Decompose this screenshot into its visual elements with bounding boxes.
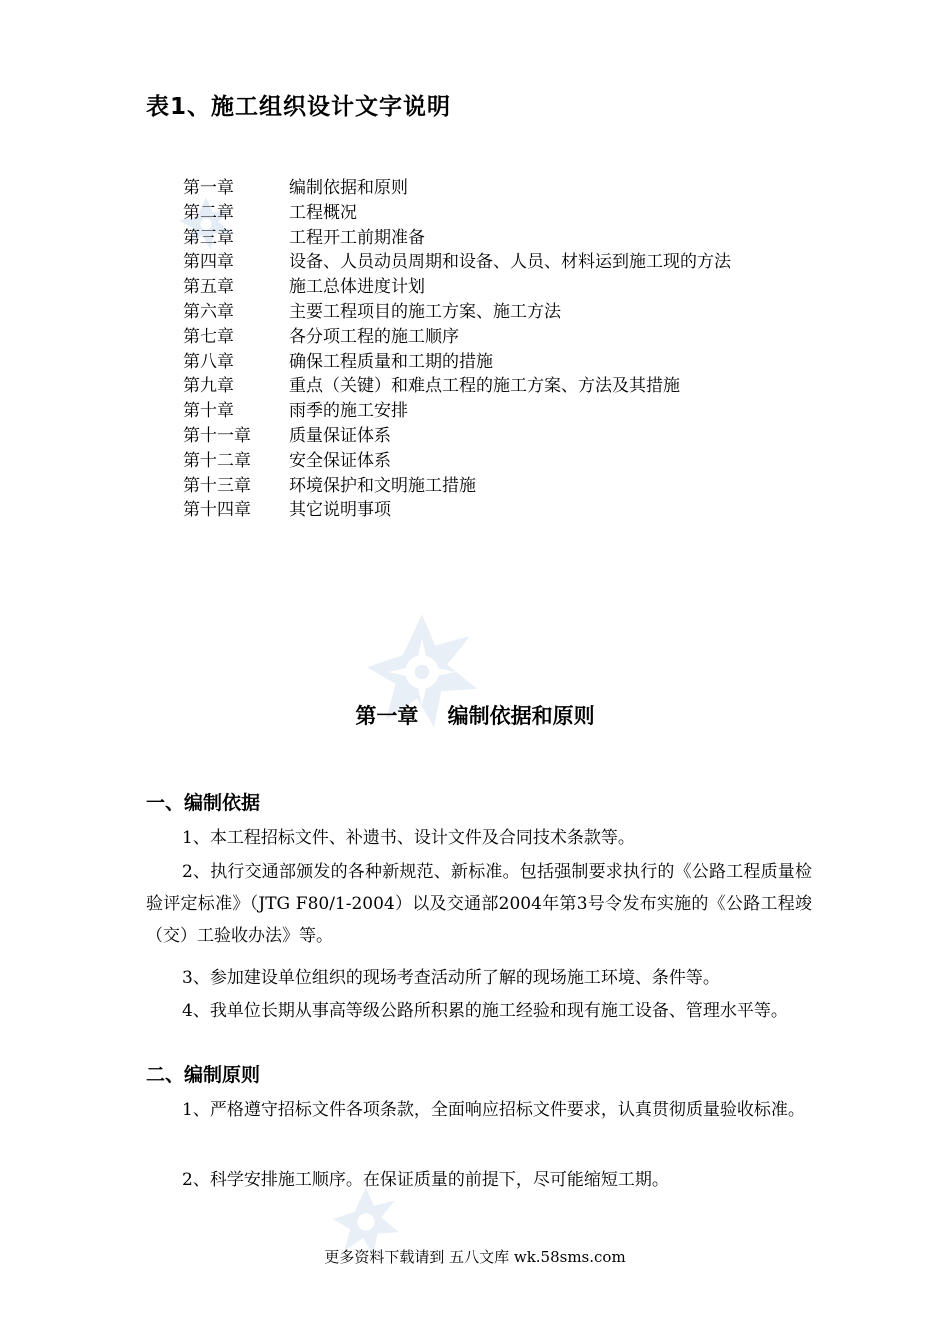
paragraph: 4、我单位长期从事高等级公路所积累的施工经验和现有施工设备、管理水平等。 (182, 1001, 788, 1021)
toc-chapter-number: 第十三章 (183, 475, 251, 496)
paragraph: 2、执行交通部颁发的各种新规范、新标准。包括强制要求执行的《公路工程质量检验评定标准》（JTG F80/1-2004）以及交通部2004年第3号令发布实施的《公路工程竣（交）工验收办法》等。 (146, 862, 812, 946)
toc-chapter-title: 工程开工前期准备 (289, 227, 425, 248)
toc-chapter-number: 第十二章 (183, 450, 251, 471)
toc-chapter-title: 雨季的施工安排 (289, 401, 408, 422)
toc-chapter-number: 第一章 (183, 178, 234, 198)
toc-chapter-number: 第十章 (183, 401, 234, 422)
toc-chapter-title: 工程概况 (289, 202, 357, 223)
toc-chapter-number: 第十一章 (183, 425, 251, 446)
toc-chapter-title: 主要工程项目的施工方案、施工方法 (289, 301, 561, 322)
toc-entry (183, 374, 823, 399)
toc-entry (183, 226, 823, 251)
toc-entry (183, 275, 823, 300)
footer-download-link[interactable]: 更多资料下载请到 五八文库 wk.58sms.com (324, 1248, 626, 1266)
chapter-heading: 第一章 编制依据和原则 (355, 704, 595, 728)
toc-chapter-number: 第四章 (183, 252, 234, 273)
document-title: 表1、施工组织设计文字说明 (146, 94, 452, 120)
toc-entry (183, 201, 823, 226)
toc-chapter-number: 第六章 (183, 301, 234, 322)
toc-chapter-number: 第十四章 (183, 500, 251, 521)
toc-chapter-title: 施工总体进度计划 (289, 277, 425, 298)
toc-chapter-title: 重点（关键）和难点工程的施工方案、方法及其措施 (289, 376, 680, 397)
toc-entry (183, 325, 823, 350)
toc-chapter-title: 设备、人员动员周期和设备、人员、材料运到施工现的方法 (289, 252, 731, 273)
toc-chapter-number: 第七章 (183, 326, 234, 347)
toc-chapter-title: 各分项工程的施工顺序 (289, 326, 459, 347)
section-heading-basis: 一、编制依据 (146, 792, 261, 814)
toc-chapter-number: 第五章 (183, 277, 234, 298)
toc-chapter-title: 其它说明事项 (289, 500, 391, 521)
toc-entry (183, 300, 823, 325)
paragraph: 2、科学安排施工顺序。在保证质量的前提下，尽可能缩短工期。 (182, 1170, 669, 1190)
table-of-contents (183, 176, 823, 523)
paragraph: 1、本工程招标文件、补遗书、设计文件及合同技术条款等。 (182, 828, 635, 848)
toc-chapter-number: 第三章 (183, 227, 234, 248)
toc-entry (183, 449, 823, 474)
toc-entry (183, 250, 823, 275)
toc-chapter-number: 第八章 (183, 351, 234, 372)
section-heading-principles: 二、编制原则 (146, 1064, 261, 1086)
toc-chapter-title: 质量保证体系 (289, 425, 391, 446)
toc-entry (183, 399, 823, 424)
toc-chapter-title: 环境保护和文明施工措施 (289, 475, 476, 496)
toc-entry (183, 498, 823, 523)
toc-entry (183, 424, 823, 449)
toc-entry (183, 176, 823, 201)
toc-chapter-title: 确保工程质量和工期的措施 (289, 351, 493, 372)
toc-chapter-number: 第二章 (183, 202, 234, 223)
toc-entry (183, 350, 823, 375)
toc-chapter-number: 第九章 (183, 376, 234, 397)
paragraph: 3、参加建设单位组织的现场考查活动所了解的现场施工环境、条件等。 (182, 968, 720, 988)
toc-chapter-title: 编制依据和原则 (289, 178, 408, 198)
toc-chapter-title: 安全保证体系 (289, 450, 391, 471)
toc-entry (183, 474, 823, 499)
paragraph: 1、严格遵守招标文件各项条款，全面响应招标文件要求，认真贯彻质量验收标准。 (182, 1100, 805, 1120)
